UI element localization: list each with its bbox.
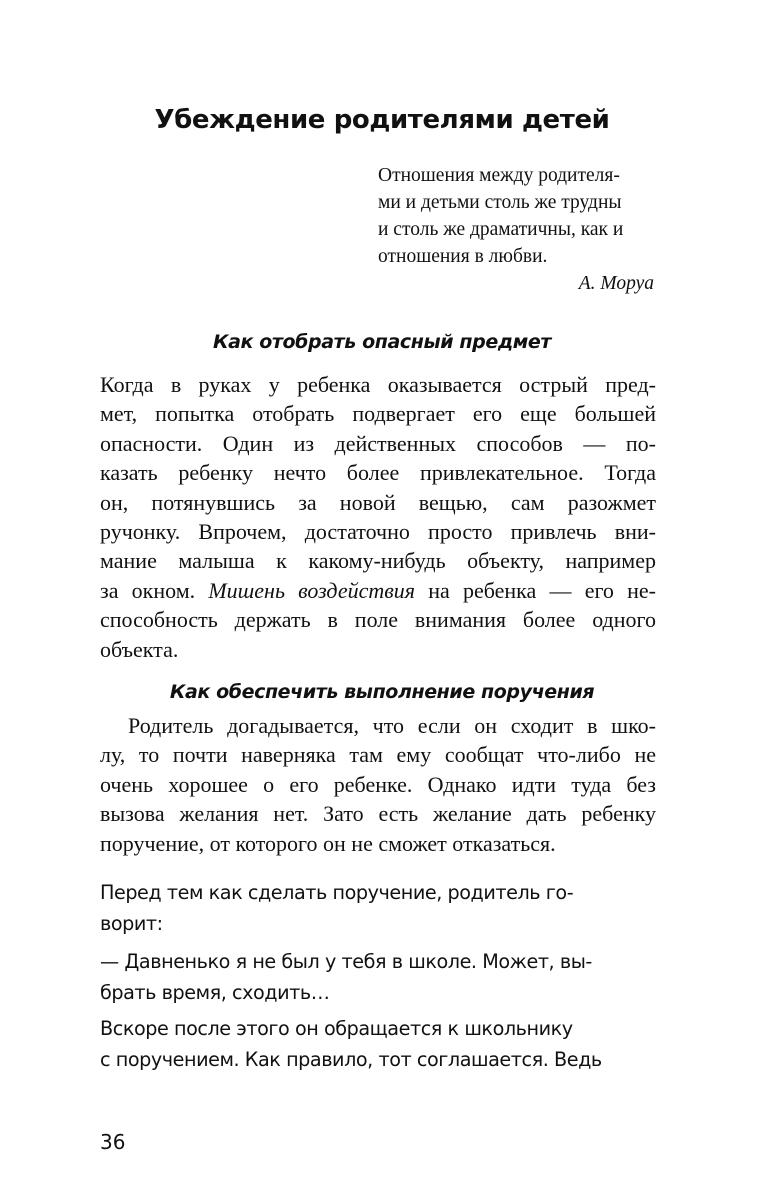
section2-paragraph: [100, 711, 656, 858]
epigraph: [378, 162, 654, 297]
paragraph-line: способность держать в поле внимания более одного: [100, 607, 656, 633]
epigraph-line: и столь же драматичны, как и: [378, 219, 624, 240]
example-line: ворит:: [100, 912, 163, 935]
example-line: брать время, сходить…: [100, 981, 330, 1004]
paragraph-line: Родитель догадывается, что если он сходит в шко-: [128, 713, 656, 738]
chapter-title: Убеждение родителями детей: [154, 105, 610, 135]
example-paragraph-2: [100, 946, 656, 1008]
epigraph-line: отношения в любви.: [378, 246, 548, 267]
paragraph-line: лу, то почти наверняка там ему сообщат что-либо не: [100, 742, 656, 768]
emphasis-term: Мишень воздействия: [208, 577, 416, 603]
epigraph-line: ми и детьми столь же трудны: [378, 192, 622, 213]
example-line: — Давненько я не был у тебя в школе. Может, вы-: [100, 950, 592, 973]
paragraph-line: казать ребенку нечто более привлекательное. Тогда: [100, 460, 656, 486]
section-heading-task-completion: Как обеспечить выполнение поручения: [169, 681, 595, 703]
line-text: за окном.: [100, 577, 196, 603]
paragraph-line: объекта.: [100, 636, 179, 662]
example-line: Вскоре после этого он обращается к школьнику: [100, 1017, 573, 1040]
section1-paragraph: [100, 370, 656, 664]
paragraph-line: вызова желания нет. Зато есть желание дать ребенку: [100, 801, 656, 827]
paragraph-line: Когда в руках у ребенка оказывается острый пред-: [100, 372, 656, 397]
page-number: 36: [100, 1130, 126, 1154]
example-paragraph-1: [100, 877, 656, 939]
example-line: Перед тем как сделать поручение, родитель го-: [100, 881, 574, 904]
paragraph-line: ручонку. Впрочем, достаточно просто привлечь вни-: [100, 519, 656, 545]
paragraph-line: опасности. Один из действенных способов — по-: [100, 430, 656, 456]
paragraph-line: поручение, от которого он не сможет отказаться.: [100, 830, 556, 856]
epigraph-line: Отношения между родителя-: [378, 165, 620, 186]
paragraph-line: мание малыша к какому-нибудь объекту, например: [100, 548, 656, 574]
example-line: с поручением. Как правило, тот соглашается. Ведь: [100, 1048, 602, 1071]
paragraph-line: очень хорошее о его ребенке. Однако идти туда без: [100, 771, 656, 797]
paragraph-line: мет, попытка отобрать подвергает его еще большей: [100, 401, 656, 427]
section-heading-dangerous-object: Как отобрать опасный предмет: [213, 331, 551, 353]
line-text: на ребенка — его не-: [428, 577, 656, 603]
paragraph-line-with-emphasis: [100, 576, 656, 605]
paragraph-line: он, потянувшись за новой вещью, сам разожмет: [100, 489, 656, 515]
example-paragraph-3: [100, 1013, 656, 1075]
epigraph-author: А. Моруа: [578, 273, 654, 294]
